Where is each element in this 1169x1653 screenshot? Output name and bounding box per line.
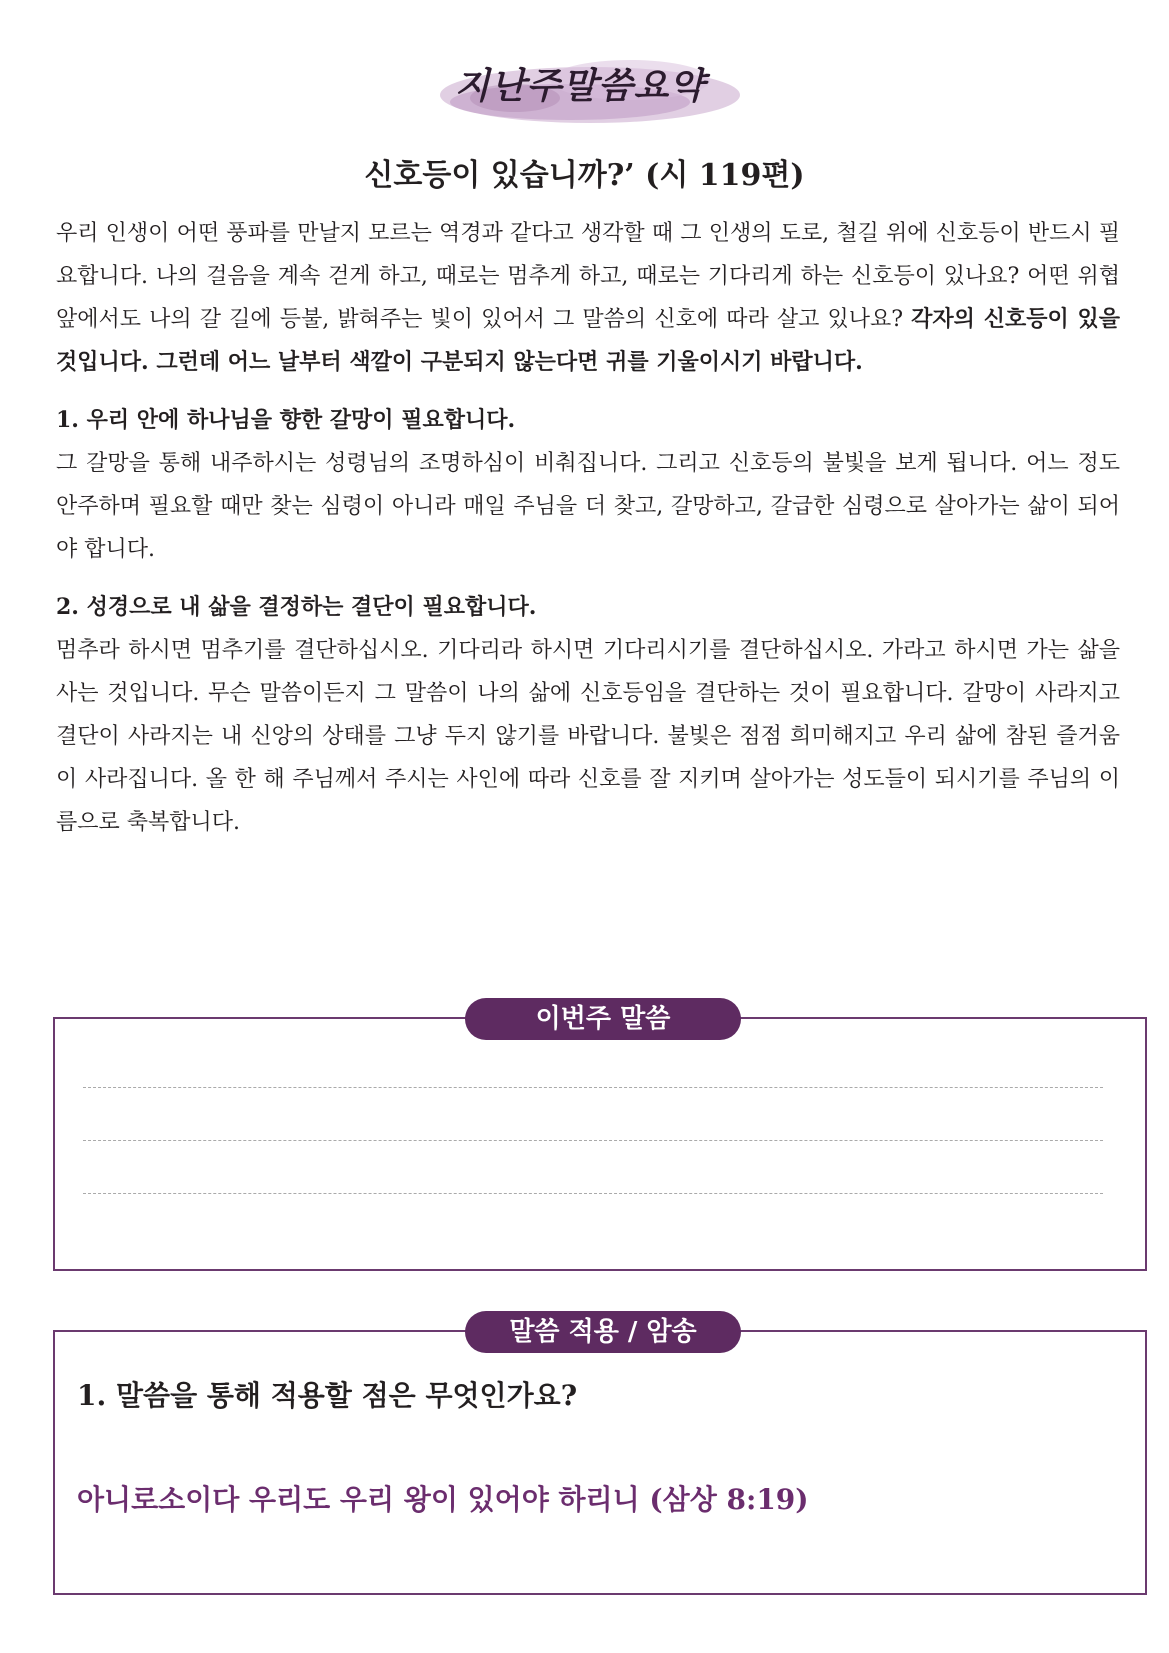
- point-1-text: 그 갈망을 통해 내주하시는 성령님의 조명하심이 비춰집니다. 그리고 신호등의 불빛을 보게 됩니다. 어느 정도 안주하며 필요할 때만 찾는 심령이 아니라 매일 주님을 더 찾고, 갈망하고, 갈급한 심령으로 살아가는 삶이 되어야 합니다.: [56, 451, 1120, 562]
- writing-line[interactable]: [83, 1140, 1103, 1141]
- this-week-label: 이번주 말씀: [465, 998, 741, 1040]
- writing-line[interactable]: [83, 1193, 1103, 1194]
- intro-text: 우리 인생이 어떤 풍파를 만날지 모르는 역경과 같다고 생각할 때 그 인생의 도로, 철길 위에 신호등이 반드시 필요합니다. 나의 걸음을 계속 걷게 하고, 때로는 멈추게 하고, 때로는 기다리게 하는 신호등이 있나요? 어떤 위협 앞에서도 나의 갈 길에 등불, 밝혀주는 빛이 있어서 그 말씀의 신호에 따라 살고 있나요?: [56, 221, 1120, 332]
- point-2-heading: 2. 성경으로 내 삶을 결정하는 결단이 필요합니다.: [56, 594, 537, 620]
- memory-verse: 아니로소이다 우리도 우리 왕이 있어야 하리니 (삼상 8:19): [77, 1483, 809, 1516]
- point-1: [56, 399, 1120, 571]
- intro-paragraph: [56, 212, 1120, 384]
- writing-line[interactable]: [83, 1087, 1103, 1088]
- page-title: 신호등이 있습니까?’ (시 119편): [364, 158, 805, 193]
- point-2: [56, 586, 1120, 844]
- this-week-box: [53, 1017, 1147, 1271]
- point-1-heading: 1. 우리 안에 하나님을 향한 갈망이 필요합니다.: [56, 407, 516, 433]
- header-badge: [420, 40, 740, 140]
- sermon-summary: [56, 212, 1120, 859]
- intro-bold-text: 각자의 신호등이 있을 것입니다. 그런데 어느 날부터 색깔이 구분되지 않는다면 귀를 기울이시기 바랍니다.: [56, 306, 1120, 375]
- application-label: 말씀 적용 / 암송: [465, 1311, 741, 1353]
- application-box: [53, 1330, 1147, 1595]
- application-question: 1. 말씀을 통해 적용할 점은 무엇인가요?: [77, 1379, 578, 1412]
- point-2-text: 멈추라 하시면 멈추기를 결단하십시오. 기다리라 하시면 기다리시기를 결단하십시오. 가라고 하시면 가는 삶을 사는 것입니다. 무슨 말씀이든지 그 말씀이 나의 삶에 신호등임을 결단하는 것이 필요합니다. 갈망이 사라지고 결단이 사라지는 내 신앙의 상태를 그냥 두지 않기를 바랍니다. 불빛은 점점 희미해지고 우리 삶에 참된 즐거움이 사라집니다. 올 한 해 주님께서 주시는 사인에 따라 신호를 잘 지키며 살아가는 성도들이 되시기를 주님의 이름으로 축복합니다.: [56, 638, 1120, 835]
- badge-text: 지난주말씀요약: [454, 66, 706, 107]
